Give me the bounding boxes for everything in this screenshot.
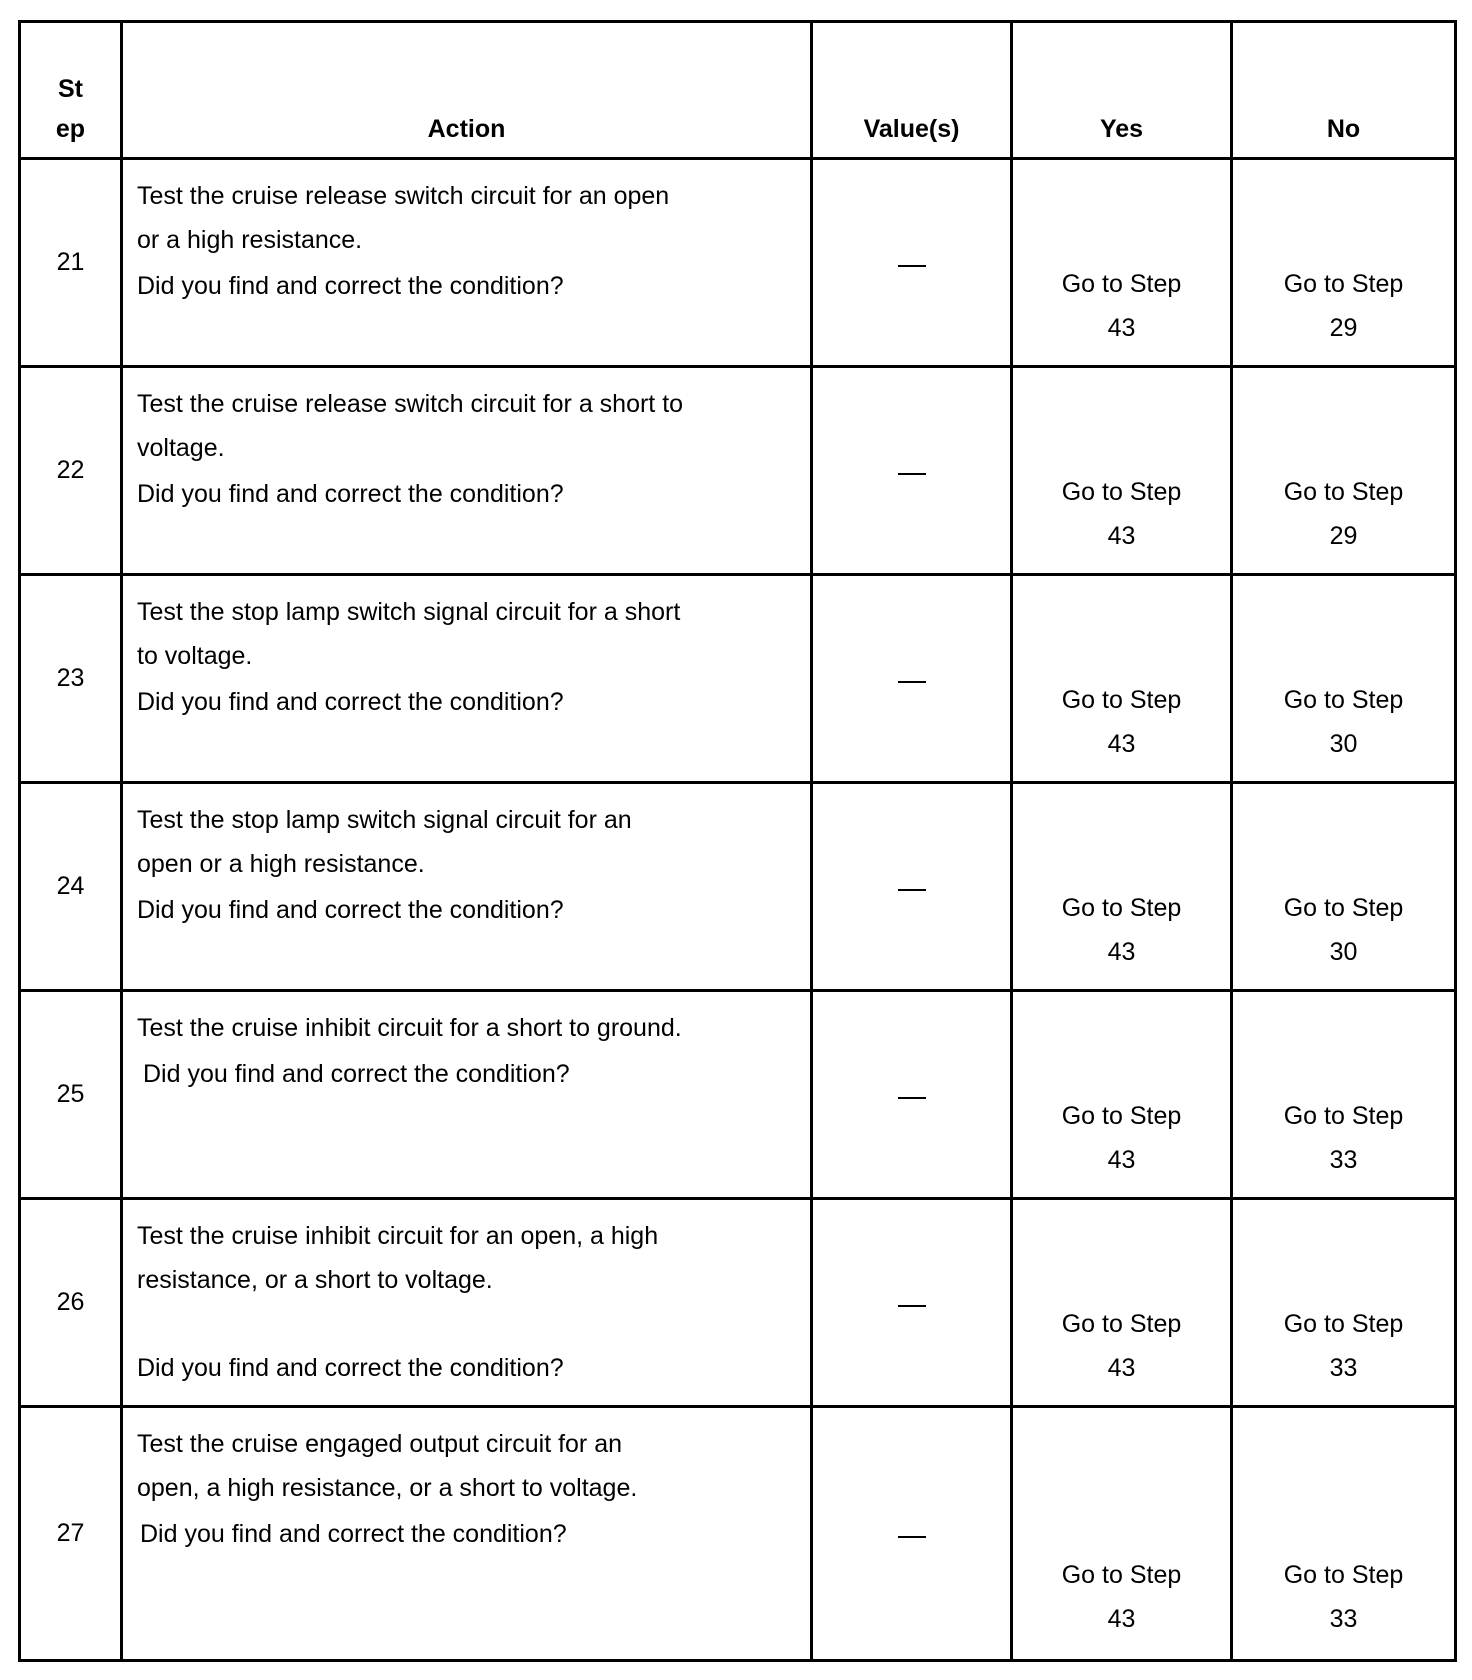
table-row	[20, 991, 1456, 1199]
yes-cell	[1012, 575, 1232, 783]
value-dash	[898, 1305, 926, 1307]
step-number: 24	[20, 783, 122, 991]
no-goto-step: 30	[1329, 730, 1358, 758]
header-value: Value(s)	[812, 22, 1012, 159]
header-step-line2: ep	[55, 115, 86, 143]
header-action: Action	[122, 22, 812, 159]
yes-goto-label: Go to Step	[1061, 1102, 1182, 1130]
action-question: Did you find and correct the condition?	[143, 1060, 570, 1088]
action-text: Test the cruise inhibit circuit for a short to ground.	[137, 1014, 682, 1042]
action-text: open, a high resistance, or a short to voltage.	[137, 1474, 638, 1502]
yes-goto-label: Go to Step	[1061, 270, 1182, 298]
step-number: 23	[20, 575, 122, 783]
no-goto-label: Go to Step	[1283, 1310, 1404, 1338]
step-number: 25	[20, 991, 122, 1199]
diagnostic-table	[18, 20, 1457, 1662]
action-text: Test the cruise inhibit circuit for an open, a high	[137, 1222, 659, 1250]
header-no: No	[1232, 22, 1456, 159]
table-row	[20, 783, 1456, 991]
no-goto-step: 33	[1329, 1354, 1358, 1382]
action-question: Did you find and correct the condition?	[137, 272, 564, 300]
action-cell	[122, 783, 812, 991]
value-cell	[812, 1407, 1012, 1661]
step-number: 22	[20, 367, 122, 575]
action-cell	[122, 991, 812, 1199]
value-cell	[812, 783, 1012, 991]
yes-goto-label: Go to Step	[1061, 686, 1182, 714]
no-goto-label: Go to Step	[1283, 1561, 1404, 1589]
yes-cell	[1012, 159, 1232, 367]
action-cell	[122, 1199, 812, 1407]
action-text: or a high resistance.	[137, 226, 363, 254]
action-text: Test the stop lamp switch signal circuit for an	[137, 806, 632, 834]
value-dash	[898, 1097, 926, 1099]
yes-goto-label: Go to Step	[1061, 1561, 1182, 1589]
table-row	[20, 575, 1456, 783]
value-cell	[812, 367, 1012, 575]
step-number: 26	[20, 1199, 122, 1407]
action-text: Test the stop lamp switch signal circuit for a short	[137, 598, 681, 626]
header-step-line1: St	[58, 75, 83, 103]
action-text: open or a high resistance.	[137, 850, 425, 878]
action-cell	[122, 575, 812, 783]
header-row	[20, 22, 1456, 159]
action-question: Did you find and correct the condition?	[137, 688, 564, 716]
action-question: Did you find and correct the condition?	[137, 896, 564, 924]
step-number: 27	[20, 1407, 122, 1661]
table-row	[20, 1199, 1456, 1407]
action-question: Did you find and correct the condition?	[137, 1354, 564, 1382]
action-text: Test the cruise release switch circuit for an open	[137, 182, 670, 210]
no-cell	[1232, 1199, 1456, 1407]
no-goto-label: Go to Step	[1283, 478, 1404, 506]
action-cell	[122, 159, 812, 367]
value-cell	[812, 1199, 1012, 1407]
action-text: Test the cruise engaged output circuit for an	[137, 1430, 623, 1458]
no-goto-label: Go to Step	[1283, 270, 1404, 298]
yes-goto-step: 43	[1107, 730, 1136, 758]
action-cell	[122, 1407, 812, 1661]
action-question: Did you find and correct the condition?	[137, 480, 564, 508]
action-question: Did you find and correct the condition?	[140, 1520, 567, 1548]
action-cell	[122, 367, 812, 575]
yes-cell	[1012, 1199, 1232, 1407]
value-cell	[812, 575, 1012, 783]
value-dash	[898, 473, 926, 475]
yes-goto-label: Go to Step	[1061, 1310, 1182, 1338]
no-cell	[1232, 159, 1456, 367]
value-dash	[898, 265, 926, 267]
value-dash	[898, 1536, 926, 1538]
yes-cell	[1012, 783, 1232, 991]
table-row	[20, 159, 1456, 367]
yes-goto-step: 43	[1107, 522, 1136, 550]
yes-cell	[1012, 1407, 1232, 1661]
action-text: to voltage.	[137, 642, 253, 670]
header-step	[20, 22, 122, 159]
action-text: voltage.	[137, 434, 225, 462]
no-goto-step: 29	[1329, 522, 1358, 550]
no-cell	[1232, 991, 1456, 1199]
no-cell	[1232, 367, 1456, 575]
no-goto-label: Go to Step	[1283, 894, 1404, 922]
no-goto-label: Go to Step	[1283, 686, 1404, 714]
no-goto-step: 33	[1329, 1146, 1358, 1174]
yes-goto-step: 43	[1107, 314, 1136, 342]
value-dash	[898, 681, 926, 683]
header-yes: Yes	[1012, 22, 1232, 159]
no-goto-step: 30	[1329, 938, 1358, 966]
yes-goto-label: Go to Step	[1061, 894, 1182, 922]
action-text: resistance, or a short to voltage.	[137, 1266, 493, 1294]
no-cell	[1232, 783, 1456, 991]
table-row	[20, 367, 1456, 575]
no-cell	[1232, 1407, 1456, 1661]
yes-cell	[1012, 367, 1232, 575]
no-cell	[1232, 575, 1456, 783]
no-goto-step: 33	[1329, 1605, 1358, 1633]
value-cell	[812, 159, 1012, 367]
value-dash	[898, 889, 926, 891]
action-text: Test the cruise release switch circuit for a short to	[137, 390, 684, 418]
table-row	[20, 1407, 1456, 1661]
no-goto-label: Go to Step	[1283, 1102, 1404, 1130]
no-goto-step: 29	[1329, 314, 1358, 342]
yes-cell	[1012, 991, 1232, 1199]
value-cell	[812, 991, 1012, 1199]
step-number: 21	[20, 159, 122, 367]
yes-goto-step: 43	[1107, 1354, 1136, 1382]
yes-goto-step: 43	[1107, 1605, 1136, 1633]
yes-goto-step: 43	[1107, 938, 1136, 966]
yes-goto-step: 43	[1107, 1146, 1136, 1174]
yes-goto-label: Go to Step	[1061, 478, 1182, 506]
